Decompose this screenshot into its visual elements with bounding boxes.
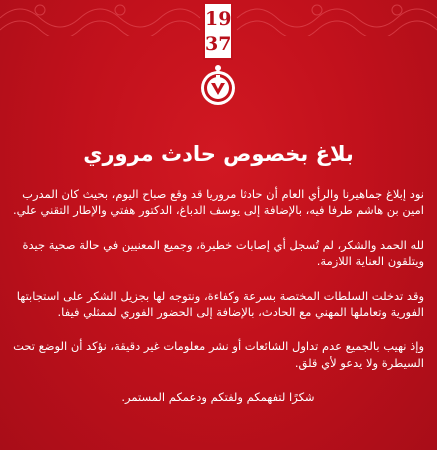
statement-body	[12, 186, 424, 424]
club-crest-icon	[196, 62, 240, 108]
paragraph-health: لله الحمد والشكر، لم تُسجل أي إصابات خطيرة، وجميع المعنيين في حالة صحية جيدة ويتلقون العناية اللازمة.	[22, 237, 424, 269]
year-badge-top: 19	[205, 8, 232, 30]
paragraph-authorities: وقد تدخلت السلطات المختصة بسرعة وكفاءة، ونتوجه لها بجزيل الشكر على استجابتها الفورية وتعاملها المهني مع الحادث، بالإضافة إلى الحضور الفوري لممثلي فيفا.	[16, 288, 424, 320]
statement-title: بلاغ بخصوص حادث مروري	[83, 142, 354, 166]
year-badge-bottom: 37	[205, 33, 232, 55]
paragraph-announcement: نود إبلاغ جماهيرنا والرأي العام أن حادثا مروريا قد وقع صباح اليوم، بحيث كان المدرب امين بن هاشم طرفا فيه، بالإضافة إلى يوسف الدباغ، الدكتور هفتي والإطار التقني علي.	[12, 187, 424, 218]
year-badge	[203, 2, 233, 60]
closing-line: شكرًا لتفهمكم ولفتكم ودعمكم المستمر.	[121, 390, 315, 405]
paragraph-rumors: وإذ نهيب بالجميع عدم تداول الشائعات أو نشر معلومات غير دقيقة، نؤكد أن الوضع تحت السيطرة ولا يدعو لأي قلق.	[13, 339, 424, 370]
